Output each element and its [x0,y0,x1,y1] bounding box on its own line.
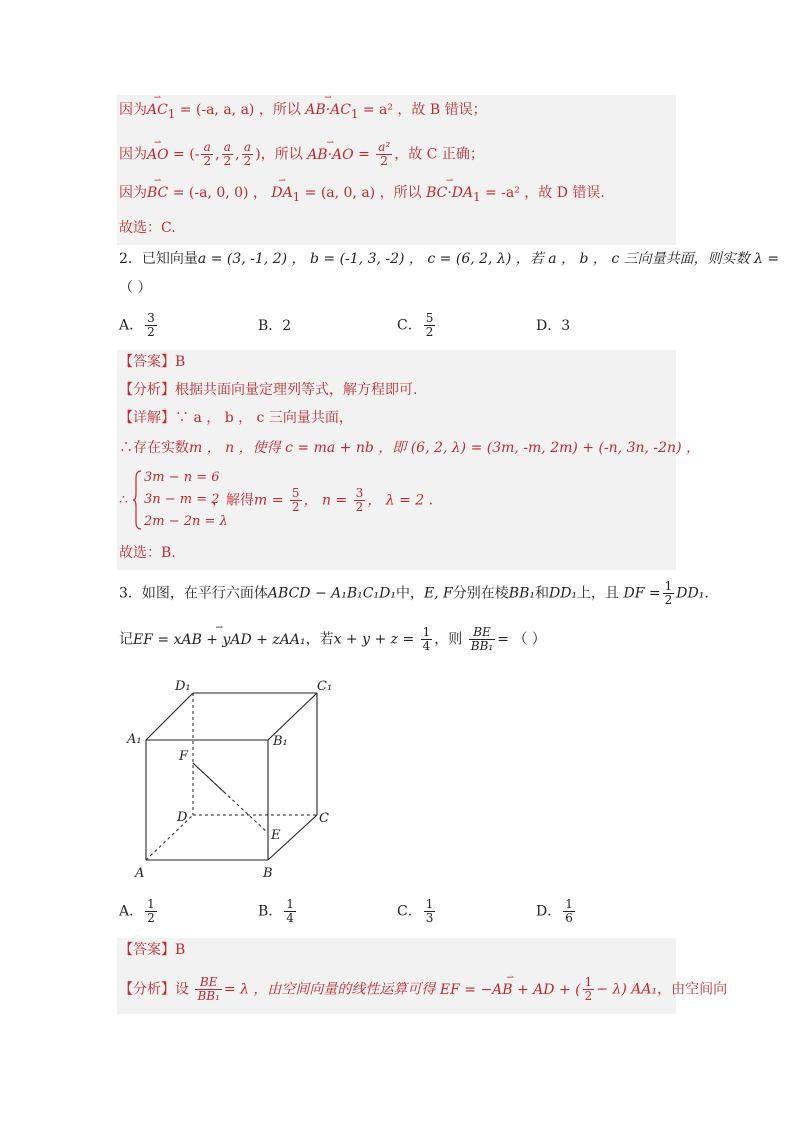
q2-paren: （ ） [119,280,152,296]
label-B1: B₁ [273,734,288,749]
q3-analysis: 【分析】设 $\frac{BE}{\text{BB₁}}$ = λ ，由空间向量的线性运算可得 ⇀ EF = −AB + AD + ( $\frac{1}{2}$ − λ) AA₁，由空间向 [119,976,727,1003]
q3-stem2: 记⇀ EF = xAB + yAD + zAA₁，若x + y + z = $\frac{1}{4}$ ，则 $\frac{BE}{\text{BB₁}}$ = （ ） [119,626,546,653]
label-F: F [179,749,189,764]
label-D: D [177,810,188,825]
q2-option-b[interactable]: B．2 [258,318,292,334]
q2-solution: ，解得m = $\frac{5}{2}$ ， n = $\frac{3}{2}$ ， λ = 2 . [212,486,434,514]
q3-option-b[interactable]: B． $\frac{1}{4}$ [258,897,294,925]
parallelepiped-figure [125,675,345,885]
p1-choose: 故选：C. [119,220,176,236]
p1-line3: 因为⇀ BC = (-a, 0, 0) ， ⇀ $DA_1 = (a$, 0, a) ，所以 ⇀ $BC\cdot DA_1 = -a^2$ ，故 D 错误. [119,183,605,207]
label-D1: D₁ [175,679,191,694]
label-E: E [271,828,281,843]
q3-option-d[interactable]: D． $\frac{1}{6}$ [536,897,573,925]
q2-eq1: 3m − n = 6 [144,470,220,485]
q2-stem: 2．已知向量a = (3, -1, 2) ， b = (-1, 3, -2) ， c = (6, 2, λ) ，若 a ， b ， c 三向量共面，则实数 λ = [119,251,780,267]
q2-eq3: 2m − 2n = λ [144,514,228,529]
q2-option-a[interactable]: A． $\frac{3}{2}$ [119,311,155,339]
label-A1: A₁ [127,732,142,747]
label-B: B [263,866,273,881]
q2-eq2: 3n − m = 2 [144,492,220,507]
q2-step2: ∴存在实数m ， n ，使得 c = ma + nb ，即 (6, 2, λ) = (3m, -m, 2m) + (-n, 3n, -2n) ， [119,440,700,456]
q3-option-a[interactable]: A． $\frac{1}{2}$ [119,897,155,925]
q2-option-d[interactable]: D．3 [536,318,571,334]
q2-answer: 【答案】B [119,354,186,370]
q2-choose: 故选：B. [119,545,176,561]
label-C: C [319,811,329,826]
q3-option-c[interactable]: C． $\frac{1}{3}$ [397,897,434,925]
p1-line2: 因为⇀ AO = (- $\frac{a}{2}$ , $\frac{a}{2}$ , $\frac{a}{2}$ )，所以 ⇀ AB·AO = $\frac{\text{a²}}{2}$ ，故 C 正确； [119,141,484,168]
q2-detail: 【详解】∵ a ， b ， c 三向量共面， [119,410,353,426]
label-A: A [135,866,145,881]
q2-analysis: 【分析】根据共面向量定理列等式，解方程即可. [119,382,418,398]
label-C1: C₁ [317,679,333,694]
q3-stem1: 3．如图，在平行六面体ABCD − A₁B₁C₁D₁中，E, F分别在棱BB₁和DD₁上，且 DF = $\frac{1}{2}$ DD₁. [119,579,709,607]
q3-answer: 【答案】B [119,942,186,958]
q2-brace [132,470,142,530]
q2-therefore: ∴ [119,492,128,508]
q2-option-c[interactable]: C． $\frac{5}{2}$ [397,311,434,339]
p1-line1: 因为⇀ $AC_1 = (-a$, a, a) ，所以 ⇀ $AB\cdot AC_1 = a^2$ ，故 B 错误； [119,100,487,124]
